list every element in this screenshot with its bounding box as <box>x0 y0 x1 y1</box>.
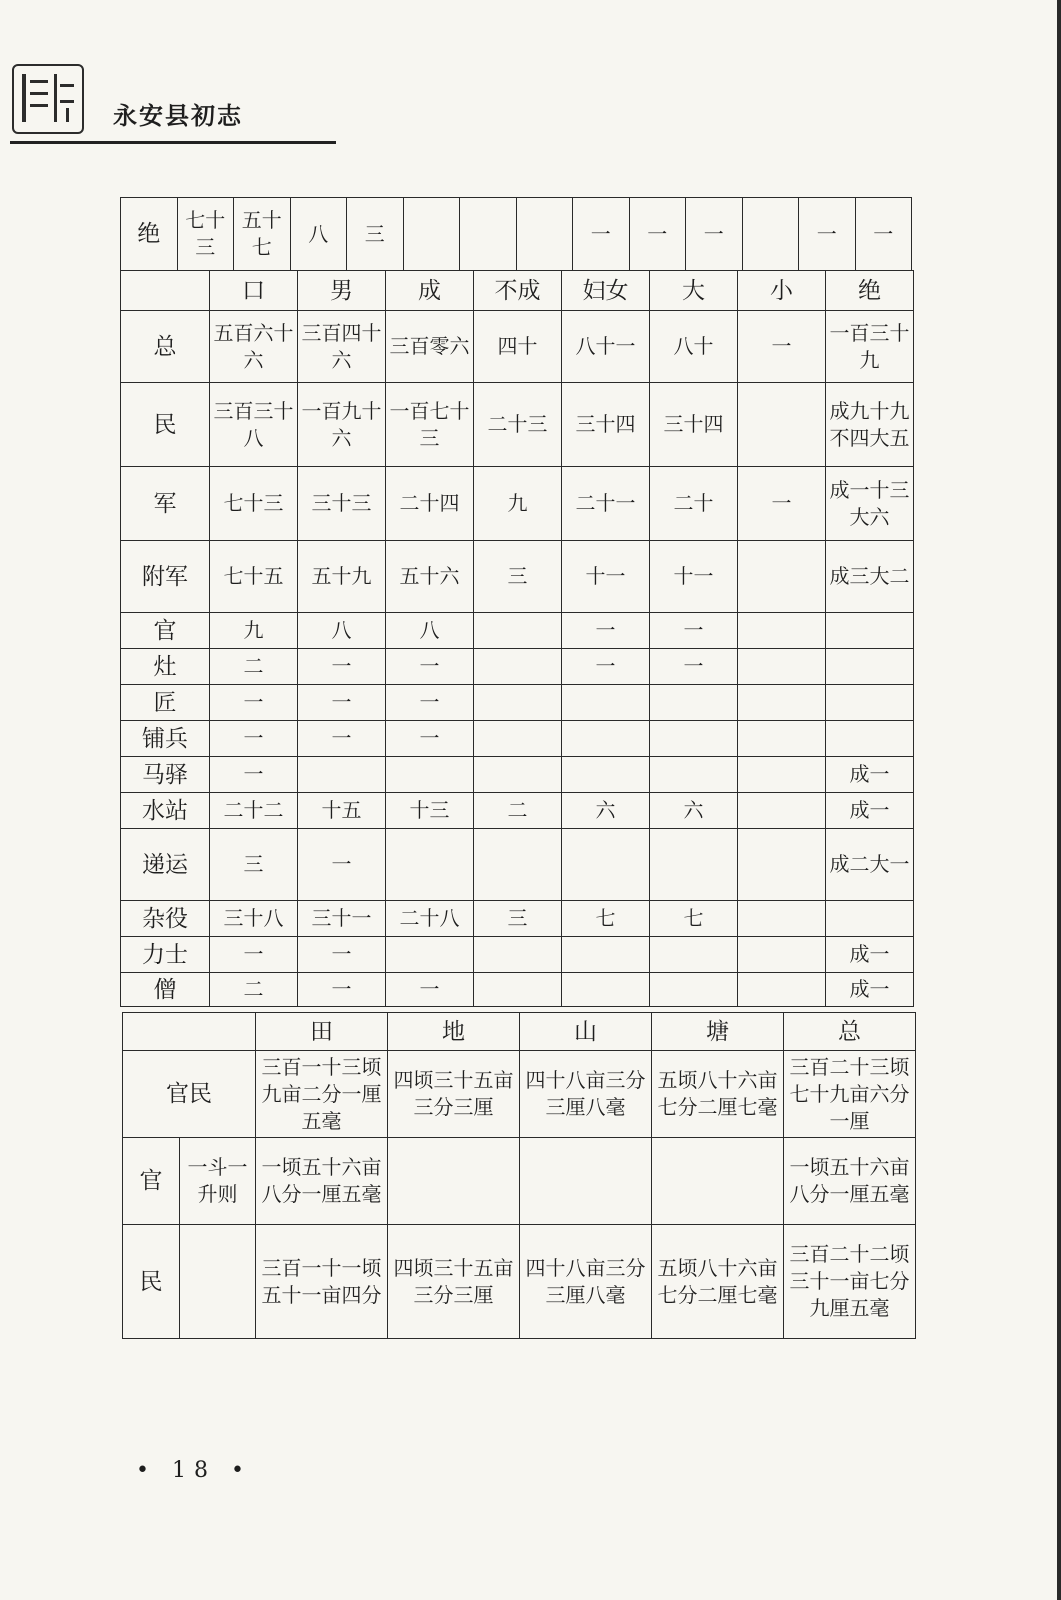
land-cell: 四十八亩三分三厘八毫 <box>520 1225 652 1339</box>
population-cell <box>474 649 562 685</box>
population-cell: 成一 <box>826 757 914 793</box>
top-row-cell: 八 <box>290 198 347 271</box>
top-row-cell <box>460 198 517 271</box>
population-row-label: 递运 <box>121 829 210 901</box>
population-cell: 四十 <box>474 311 562 383</box>
population-cell: 一 <box>562 649 650 685</box>
land-row <box>123 1225 916 1339</box>
population-cell: 一 <box>738 311 826 383</box>
population-cell: 二十三 <box>474 383 562 467</box>
top-row-cell <box>742 198 799 271</box>
population-cell: 二十八 <box>386 901 474 937</box>
top-row-cell: 五十七 <box>234 198 291 271</box>
population-cell <box>738 383 826 467</box>
population-cell: 十三 <box>386 793 474 829</box>
population-row-label: 官 <box>121 613 210 649</box>
population-cell: 三 <box>474 541 562 613</box>
population-cell: 一 <box>650 613 738 649</box>
land-column-header: 地 <box>388 1013 520 1051</box>
population-row <box>121 793 914 829</box>
population-row <box>121 311 914 383</box>
population-cell: 三十四 <box>650 383 738 467</box>
population-row <box>121 467 914 541</box>
population-cell: 一 <box>386 973 474 1007</box>
top-row-cell: 一 <box>573 198 630 271</box>
population-cell: 一 <box>298 829 386 901</box>
population-column-header: 成 <box>386 271 474 311</box>
population-cell <box>738 613 826 649</box>
population-cell <box>650 937 738 973</box>
population-row-label: 僧 <box>121 973 210 1007</box>
land-column-header: 塘 <box>652 1013 784 1051</box>
population-cell: 十一 <box>650 541 738 613</box>
population-row <box>121 829 914 901</box>
population-cell: 成九十九不四大五 <box>826 383 914 467</box>
population-cell <box>386 937 474 973</box>
population-row-label: 灶 <box>121 649 210 685</box>
population-cell <box>738 685 826 721</box>
population-column-header: 小 <box>738 271 826 311</box>
population-column-header: 大 <box>650 271 738 311</box>
land-row-label: 官 <box>123 1138 180 1225</box>
population-column-header: 口 <box>210 271 298 311</box>
top-row-cell: 三 <box>347 198 404 271</box>
population-cell <box>826 649 914 685</box>
population-corner <box>121 271 210 311</box>
population-cell: 一 <box>298 973 386 1007</box>
population-cell: 七 <box>562 901 650 937</box>
population-cell <box>298 757 386 793</box>
population-cell: 一百七十三 <box>386 383 474 467</box>
population-cell: 二 <box>210 649 298 685</box>
top-row-cell: 一 <box>686 198 743 271</box>
land-cell: 三百一十一顷五十一亩四分 <box>256 1225 388 1339</box>
population-cell <box>826 721 914 757</box>
population-cell: 二十二 <box>210 793 298 829</box>
population-cell: 成一十三大六 <box>826 467 914 541</box>
population-cell: 十一 <box>562 541 650 613</box>
population-cell <box>826 901 914 937</box>
title-rule <box>10 141 336 144</box>
land-cell: 四顷三十五亩三分三厘 <box>388 1225 520 1339</box>
land-header-row <box>123 1013 916 1051</box>
population-row <box>121 383 914 467</box>
population-cell: 一 <box>210 937 298 973</box>
land-row <box>123 1051 916 1138</box>
population-cell: 二 <box>474 793 562 829</box>
land-cell: 一顷五十六亩八分一厘五毫 <box>784 1138 916 1225</box>
population-cell <box>650 973 738 1007</box>
top-row <box>121 198 912 271</box>
top-row-table <box>120 197 912 271</box>
population-cell: 一 <box>210 685 298 721</box>
land-cell: 三百二十二顷三十一亩七分九厘五毫 <box>784 1225 916 1339</box>
population-row-label: 力士 <box>121 937 210 973</box>
population-row <box>121 901 914 937</box>
top-row-cell <box>403 198 460 271</box>
land-row <box>123 1138 916 1225</box>
population-cell: 三十三 <box>298 467 386 541</box>
population-cell <box>474 757 562 793</box>
population-column-header: 妇女 <box>562 271 650 311</box>
population-column-header: 男 <box>298 271 386 311</box>
population-cell <box>738 973 826 1007</box>
population-cell: 三十八 <box>210 901 298 937</box>
population-cell: 一 <box>298 721 386 757</box>
population-cell: 成一 <box>826 973 914 1007</box>
population-row <box>121 613 914 649</box>
population-row-label: 民 <box>121 383 210 467</box>
top-row-cell: 绝 <box>121 198 178 271</box>
top-row-cell: 七十三 <box>177 198 234 271</box>
land-corner <box>123 1013 256 1051</box>
land-row-label: 官民 <box>123 1051 256 1138</box>
population-cell: 一 <box>298 937 386 973</box>
land-cell: 五顷八十六亩七分二厘七毫 <box>652 1051 784 1138</box>
land-cell: 三百二十三顷七十九亩六分一厘 <box>784 1051 916 1138</box>
population-cell <box>562 757 650 793</box>
population-row-label: 军 <box>121 467 210 541</box>
population-cell: 八十一 <box>562 311 650 383</box>
population-row <box>121 649 914 685</box>
population-cell <box>562 721 650 757</box>
population-cell: 三十一 <box>298 901 386 937</box>
population-cell: 五十六 <box>386 541 474 613</box>
population-row <box>121 721 914 757</box>
population-cell: 一 <box>210 757 298 793</box>
population-cell: 三 <box>474 901 562 937</box>
population-cell: 一 <box>210 721 298 757</box>
population-row <box>121 937 914 973</box>
land-cell: 四十八亩三分三厘八毫 <box>520 1051 652 1138</box>
land-cell: 三百一十三顷九亩二分一厘五毫 <box>256 1051 388 1138</box>
population-row <box>121 541 914 613</box>
population-row-label: 水站 <box>121 793 210 829</box>
population-cell: 七 <box>650 901 738 937</box>
population-cell: 三十四 <box>562 383 650 467</box>
population-row-label: 附军 <box>121 541 210 613</box>
population-cell <box>474 613 562 649</box>
land-cell <box>388 1138 520 1225</box>
population-cell: 八 <box>386 613 474 649</box>
population-cell <box>738 541 826 613</box>
population-cell <box>738 757 826 793</box>
population-cell: 十五 <box>298 793 386 829</box>
population-cell: 一 <box>386 649 474 685</box>
population-cell: 二 <box>210 973 298 1007</box>
page-number: • 18 • <box>136 1458 252 1483</box>
population-cell: 三 <box>210 829 298 901</box>
population-cell: 一百九十六 <box>298 383 386 467</box>
population-cell: 一 <box>650 649 738 685</box>
population-cell <box>474 829 562 901</box>
population-cell <box>738 793 826 829</box>
top-row-cell <box>516 198 573 271</box>
population-cell <box>386 829 474 901</box>
population-cell: 二十四 <box>386 467 474 541</box>
population-cell <box>474 721 562 757</box>
population-cell <box>562 973 650 1007</box>
population-cell: 三百三十八 <box>210 383 298 467</box>
land-cell: 四顷三十五亩三分三厘 <box>388 1051 520 1138</box>
population-cell <box>738 649 826 685</box>
population-cell <box>650 829 738 901</box>
population-cell: 成一 <box>826 937 914 973</box>
population-cell: 成一 <box>826 793 914 829</box>
population-cell <box>650 685 738 721</box>
population-row-label: 铺兵 <box>121 721 210 757</box>
population-cell: 二十一 <box>562 467 650 541</box>
population-row <box>121 757 914 793</box>
population-cell: 五百六十六 <box>210 311 298 383</box>
population-cell: 六 <box>562 793 650 829</box>
land-row-label: 民 <box>123 1225 180 1339</box>
population-cell: 七十五 <box>210 541 298 613</box>
population-cell: 成二大一 <box>826 829 914 901</box>
population-row-label: 马驿 <box>121 757 210 793</box>
population-row-label: 匠 <box>121 685 210 721</box>
population-cell <box>826 613 914 649</box>
population-cell: 七十三 <box>210 467 298 541</box>
top-row-cell: 一 <box>629 198 686 271</box>
population-cell: 一 <box>298 685 386 721</box>
population-table <box>120 270 914 1007</box>
population-column-header: 绝 <box>826 271 914 311</box>
land-cell: 一顷五十六亩八分一厘五毫 <box>256 1138 388 1225</box>
population-row-label: 总 <box>121 311 210 383</box>
land-column-header: 山 <box>520 1013 652 1051</box>
population-cell <box>562 937 650 973</box>
population-cell <box>650 721 738 757</box>
population-cell: 一百三十九 <box>826 311 914 383</box>
population-column-header: 不成 <box>474 271 562 311</box>
population-cell <box>738 721 826 757</box>
land-cell <box>520 1138 652 1225</box>
population-cell: 一 <box>562 613 650 649</box>
top-row-cell: 一 <box>855 198 912 271</box>
population-row <box>121 973 914 1007</box>
land-column-header: 田 <box>256 1013 388 1051</box>
population-cell <box>738 901 826 937</box>
population-row-label: 杂役 <box>121 901 210 937</box>
population-cell <box>738 937 826 973</box>
population-cell: 五十九 <box>298 541 386 613</box>
population-cell: 一 <box>738 467 826 541</box>
population-cell: 二十 <box>650 467 738 541</box>
land-row-sublabel <box>180 1225 256 1339</box>
population-cell: 九 <box>474 467 562 541</box>
land-column-header: 总 <box>784 1013 916 1051</box>
population-cell: 成三大二 <box>826 541 914 613</box>
page-edge <box>1057 0 1061 1600</box>
population-cell <box>826 685 914 721</box>
population-cell <box>474 937 562 973</box>
population-cell: 八 <box>298 613 386 649</box>
population-cell <box>474 685 562 721</box>
population-cell <box>386 757 474 793</box>
population-cell: 三百零六 <box>386 311 474 383</box>
population-row <box>121 685 914 721</box>
land-cell <box>652 1138 784 1225</box>
population-cell: 一 <box>386 721 474 757</box>
population-cell: 六 <box>650 793 738 829</box>
population-cell <box>474 973 562 1007</box>
population-cell <box>562 685 650 721</box>
population-header-row <box>121 271 914 311</box>
population-cell: 一 <box>298 649 386 685</box>
book-title: 永安县初志 <box>113 102 243 130</box>
population-cell: 九 <box>210 613 298 649</box>
land-row-sublabel: 一斗一升则 <box>180 1138 256 1225</box>
seal-logo <box>12 64 84 134</box>
top-row-cell: 一 <box>799 198 856 271</box>
population-cell <box>738 829 826 901</box>
land-table <box>122 1012 916 1339</box>
population-cell <box>562 829 650 901</box>
land-cell: 五顷八十六亩七分二厘七毫 <box>652 1225 784 1339</box>
population-cell: 三百四十六 <box>298 311 386 383</box>
population-cell: 八十 <box>650 311 738 383</box>
population-cell <box>650 757 738 793</box>
population-cell: 一 <box>386 685 474 721</box>
